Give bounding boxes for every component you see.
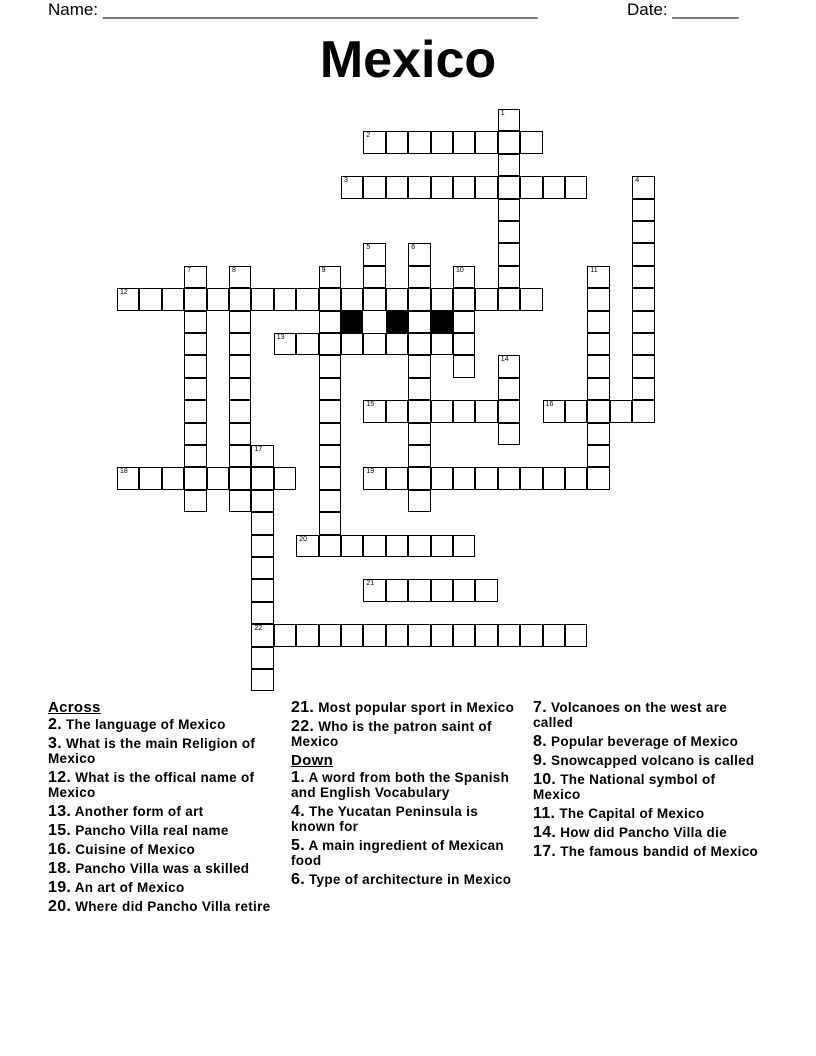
grid-cell[interactable] <box>543 400 565 422</box>
grid-cell[interactable] <box>587 378 609 400</box>
clue-item <box>533 806 761 821</box>
grid-cell[interactable] <box>632 243 654 265</box>
grid-cell[interactable] <box>498 467 520 489</box>
grid-cell[interactable] <box>117 288 139 310</box>
clue-item <box>291 872 519 887</box>
grid-cell[interactable] <box>453 355 475 377</box>
grid-cell[interactable] <box>520 288 542 310</box>
clue-number: 15 <box>366 401 375 409</box>
grid-cell[interactable] <box>431 131 453 153</box>
grid-cell[interactable] <box>431 333 453 355</box>
clue-item-number: 12. <box>48 769 72 786</box>
grid-cell[interactable] <box>453 535 475 557</box>
grid-cell[interactable] <box>632 355 654 377</box>
grid-cell[interactable] <box>184 288 206 310</box>
clue-item <box>48 717 276 732</box>
grid-cell[interactable] <box>363 243 385 265</box>
grid-cell[interactable] <box>363 467 385 489</box>
grid-cell[interactable] <box>475 176 497 198</box>
grid-cell[interactable] <box>498 400 520 422</box>
grid-cell[interactable] <box>632 176 654 198</box>
grid-cell[interactable] <box>251 288 273 310</box>
grid-cell[interactable] <box>229 423 251 445</box>
grid-cell[interactable] <box>184 490 206 512</box>
grid-cell[interactable] <box>319 535 341 557</box>
grid-cell[interactable] <box>520 131 542 153</box>
grid-cell[interactable] <box>408 176 430 198</box>
clue-item-text: What is the offical name of Mexico <box>48 770 255 800</box>
grid-cell[interactable] <box>475 288 497 310</box>
grid-cell[interactable] <box>408 490 430 512</box>
grid-cell[interactable] <box>632 400 654 422</box>
clue-item <box>533 844 761 859</box>
grid-cell[interactable] <box>498 131 520 153</box>
clue-item-number: 4. <box>291 803 305 820</box>
clue-item-number: 14. <box>533 824 557 841</box>
grid-cell[interactable] <box>229 266 251 288</box>
clue-item <box>291 838 519 868</box>
date-field-label: Date: _______ <box>627 0 739 19</box>
clue-item-number: 22. <box>291 718 315 735</box>
across-heading: Across <box>48 699 101 716</box>
clue-item <box>533 825 761 840</box>
clue-number: 10 <box>456 266 464 274</box>
grid-cell[interactable] <box>408 535 430 557</box>
clue-number: 9 <box>321 266 326 274</box>
grid-cell[interactable] <box>453 131 475 153</box>
clue-item-number: 11. <box>533 805 556 822</box>
grid-cell[interactable] <box>587 423 609 445</box>
clue-item-text: A word from both the Spanish and English Vocabulary <box>291 770 510 800</box>
clues-column-3 <box>533 700 761 863</box>
grid-cell[interactable] <box>408 333 430 355</box>
clue-item-number: 1. <box>291 769 305 786</box>
clue-item-text: Cuisine of Mexico <box>75 842 196 857</box>
clue-item-number: 8. <box>533 733 547 750</box>
grid-cell[interactable] <box>408 467 430 489</box>
clue-item-number: 10. <box>533 771 557 788</box>
grid-cell[interactable] <box>386 467 408 489</box>
grid-cell[interactable] <box>587 355 609 377</box>
clue-number: 4 <box>635 177 640 185</box>
clue-item <box>48 861 276 876</box>
grid-cell[interactable] <box>543 624 565 646</box>
grid-cell[interactable] <box>408 311 430 333</box>
grid-cell[interactable] <box>543 467 565 489</box>
grid-cell[interactable] <box>453 624 475 646</box>
grid-cell[interactable] <box>341 535 363 557</box>
grid-cell[interactable] <box>319 400 341 422</box>
grid-cell[interactable] <box>498 288 520 310</box>
grid-cell[interactable] <box>520 624 542 646</box>
grid-cell[interactable] <box>610 400 632 422</box>
grid-cell[interactable] <box>184 311 206 333</box>
grid-cell[interactable] <box>565 624 587 646</box>
grid-cell[interactable] <box>229 355 251 377</box>
clue-number: 7 <box>187 266 192 274</box>
grid-cell[interactable] <box>408 579 430 601</box>
clue-number: 16 <box>545 401 554 409</box>
clue-item-number: 21. <box>291 699 315 716</box>
clue-item <box>48 804 276 819</box>
grid-cell[interactable] <box>296 535 318 557</box>
clue-item <box>48 823 276 838</box>
grid-cell[interactable] <box>139 288 161 310</box>
grid-cell[interactable] <box>341 333 363 355</box>
grid-cell[interactable] <box>498 624 520 646</box>
grid-cell[interactable] <box>319 333 341 355</box>
grid-cell[interactable] <box>453 467 475 489</box>
clue-item <box>48 899 276 914</box>
clues-column-1 <box>48 700 276 918</box>
grid-cell[interactable] <box>587 266 609 288</box>
clue-item-text: The Capital of Mexico <box>559 806 705 821</box>
grid-cell[interactable] <box>319 355 341 377</box>
grid-cell[interactable] <box>408 243 430 265</box>
clue-item <box>48 842 276 857</box>
grid-cell[interactable] <box>498 176 520 198</box>
grid-cell[interactable] <box>251 512 273 534</box>
clue-item-number: 6. <box>291 871 305 888</box>
down-heading: Down <box>291 752 334 769</box>
grid-cell[interactable] <box>319 288 341 310</box>
grid-cell[interactable] <box>386 288 408 310</box>
clue-number: 5 <box>366 244 371 252</box>
clue-item <box>48 736 276 766</box>
grid-cell[interactable] <box>341 176 363 198</box>
grid-cell[interactable] <box>162 467 184 489</box>
grid-cell[interactable] <box>363 176 385 198</box>
grid-cell[interactable] <box>274 624 296 646</box>
clue-item-text: An art of Mexico <box>74 880 185 895</box>
clue-item-number: 15. <box>48 822 72 839</box>
grid-cell[interactable] <box>520 467 542 489</box>
grid-cell[interactable] <box>475 400 497 422</box>
clue-item-text: The language of Mexico <box>66 717 226 732</box>
clue-item-number: 19. <box>48 879 72 896</box>
grid-cell[interactable] <box>139 467 161 489</box>
clue-item-text: Popular beverage of Mexico <box>551 734 739 749</box>
clue-item-text: Type of architecture in Mexico <box>309 872 512 887</box>
clue-number: 8 <box>232 266 236 274</box>
grid-cell[interactable] <box>251 535 273 557</box>
clue-number: 22 <box>254 625 263 633</box>
grid-cell[interactable] <box>453 333 475 355</box>
grid-cell[interactable] <box>184 445 206 467</box>
grid-cell[interactable] <box>319 311 341 333</box>
grid-cell[interactable] <box>184 423 206 445</box>
grid-cell[interactable] <box>498 423 520 445</box>
clue-number: 3 <box>344 177 348 185</box>
clue-item <box>48 880 276 895</box>
grid-cell[interactable] <box>251 602 273 624</box>
grid-cell[interactable] <box>162 288 184 310</box>
clue-item-text: How did Pancho Villa die <box>560 825 727 840</box>
grid-cell[interactable] <box>274 467 296 489</box>
grid-cell[interactable] <box>229 378 251 400</box>
grid-cell[interactable] <box>587 467 609 489</box>
clue-item-number: 18. <box>48 860 72 877</box>
grid-cell[interactable] <box>363 624 385 646</box>
grid-cell[interactable] <box>296 288 318 310</box>
clue-item-number: 3. <box>48 735 62 752</box>
grid-cell[interactable] <box>229 467 251 489</box>
blocked-cell <box>431 311 453 333</box>
clue-item-number: 13. <box>48 803 72 820</box>
clue-item-text: The famous bandid of Mexico <box>560 844 759 859</box>
grid-cell[interactable] <box>319 378 341 400</box>
grid-cell[interactable] <box>632 288 654 310</box>
clue-item-number: 20. <box>48 898 72 915</box>
grid-cell[interactable] <box>296 624 318 646</box>
grid-cell[interactable] <box>386 579 408 601</box>
clues-column-2 <box>291 700 519 891</box>
grid-cell[interactable] <box>408 266 430 288</box>
grid-cell[interactable] <box>587 311 609 333</box>
grid-cell[interactable] <box>408 288 430 310</box>
grid-cell[interactable] <box>363 400 385 422</box>
clue-item-text: What is the main Religion of Mexico <box>48 736 256 766</box>
grid-cell[interactable] <box>475 131 497 153</box>
clue-number: 13 <box>276 334 285 341</box>
grid-cell[interactable] <box>229 311 251 333</box>
clue-number: 14 <box>500 356 509 364</box>
grid-cell[interactable] <box>184 333 206 355</box>
grid-cell[interactable] <box>632 199 654 221</box>
grid-cell[interactable] <box>408 400 430 422</box>
grid-cell[interactable] <box>408 355 430 377</box>
grid-cell[interactable] <box>386 131 408 153</box>
grid-cell[interactable] <box>475 467 497 489</box>
grid-cell[interactable] <box>319 467 341 489</box>
grid-cell[interactable] <box>632 333 654 355</box>
grid-cell[interactable] <box>498 199 520 221</box>
clue-item <box>533 772 761 802</box>
grid-cell[interactable] <box>408 423 430 445</box>
grid-cell[interactable] <box>408 131 430 153</box>
clue-item-number: 17. <box>533 843 557 860</box>
clue-item <box>533 700 761 730</box>
clue-item-number: 7. <box>533 699 547 716</box>
grid-cell[interactable] <box>251 579 273 601</box>
clue-number: 17 <box>254 446 263 453</box>
grid-cell[interactable] <box>207 467 229 489</box>
grid-cell[interactable] <box>587 288 609 310</box>
grid-cell[interactable] <box>453 266 475 288</box>
grid-cell[interactable] <box>251 557 273 579</box>
grid-cell[interactable] <box>319 624 341 646</box>
grid-cell[interactable] <box>386 400 408 422</box>
grid-cell[interactable] <box>408 445 430 467</box>
clue-item-number: 5. <box>291 837 305 854</box>
grid-cell[interactable] <box>408 624 430 646</box>
grid-cell[interactable] <box>453 288 475 310</box>
clue-item-text: Who is the patron saint of Mexico <box>291 719 492 749</box>
grid-cell[interactable] <box>319 423 341 445</box>
clue-item <box>533 734 761 749</box>
clue-item <box>291 700 519 715</box>
clue-item-text: The National symbol of Mexico <box>533 772 716 802</box>
grid-cell[interactable] <box>453 579 475 601</box>
grid-cell[interactable] <box>184 266 206 288</box>
clue-number: 19 <box>366 468 375 476</box>
grid-cell[interactable] <box>229 445 251 467</box>
grid-cell[interactable] <box>565 467 587 489</box>
grid-cell[interactable] <box>632 266 654 288</box>
clue-item <box>291 770 519 800</box>
grid-cell[interactable] <box>341 288 363 310</box>
grid-cell[interactable] <box>632 221 654 243</box>
grid-cell[interactable] <box>431 288 453 310</box>
grid-cell[interactable] <box>251 467 273 489</box>
grid-cell[interactable] <box>229 333 251 355</box>
clue-item-text: Another form of art <box>74 804 204 819</box>
clue-item-text: Snowcapped volcano is called <box>551 753 755 768</box>
name-field-label: Name: ______________________________________________ <box>48 0 538 19</box>
grid-cell[interactable] <box>386 333 408 355</box>
grid-cell[interactable] <box>498 109 520 131</box>
grid-cell[interactable] <box>431 535 453 557</box>
grid-cell[interactable] <box>498 243 520 265</box>
clue-number: 20 <box>299 535 307 543</box>
grid-cell[interactable] <box>251 669 273 691</box>
grid-cell[interactable] <box>386 535 408 557</box>
grid-cell[interactable] <box>296 333 318 355</box>
grid-cell[interactable] <box>251 445 273 467</box>
clue-item-text: Volcanoes on the west are called <box>533 700 728 730</box>
grid-cell[interactable] <box>319 490 341 512</box>
grid-cell[interactable] <box>386 176 408 198</box>
grid-cell[interactable] <box>475 624 497 646</box>
clue-number: 21 <box>366 580 375 588</box>
clue-item-text: Pancho Villa was a skilled <box>75 861 250 876</box>
grid-cell[interactable] <box>498 355 520 377</box>
clue-number: 11 <box>590 266 598 274</box>
grid-cell[interactable] <box>632 378 654 400</box>
grid-cell[interactable] <box>453 400 475 422</box>
grid-cell[interactable] <box>251 490 273 512</box>
grid-cell[interactable] <box>363 288 385 310</box>
grid-cell[interactable] <box>229 288 251 310</box>
page-title: Mexico <box>319 31 497 89</box>
grid-cell[interactable] <box>565 400 587 422</box>
grid-cell[interactable] <box>431 400 453 422</box>
grid-cell[interactable] <box>498 266 520 288</box>
clue-item <box>291 804 519 834</box>
grid-cell[interactable] <box>431 579 453 601</box>
grid-cell[interactable] <box>341 624 363 646</box>
grid-cell[interactable] <box>565 176 587 198</box>
clue-item-text: The Yucatan Peninsula is known for <box>291 804 479 834</box>
grid-cell[interactable] <box>431 467 453 489</box>
grid-cell[interactable] <box>251 647 273 669</box>
grid-cell[interactable] <box>319 445 341 467</box>
grid-cell[interactable] <box>543 176 565 198</box>
grid-cell[interactable] <box>632 311 654 333</box>
grid-cell[interactable] <box>184 355 206 377</box>
grid-cell[interactable] <box>207 288 229 310</box>
clue-item-text: A main ingredient of Mexican food <box>291 838 504 868</box>
clue-item-text: Pancho Villa real name <box>75 823 229 838</box>
grid-cell[interactable] <box>229 400 251 422</box>
clue-item-number: 2. <box>48 716 62 733</box>
grid-cell[interactable] <box>363 131 385 153</box>
clue-item-text: Where did Pancho Villa retire <box>75 899 271 914</box>
grid-cell[interactable] <box>453 311 475 333</box>
clue-number: 2 <box>366 132 371 140</box>
grid-cell[interactable] <box>386 624 408 646</box>
grid-cell[interactable] <box>453 176 475 198</box>
grid-cell[interactable] <box>408 378 430 400</box>
grid-cell[interactable] <box>520 176 542 198</box>
grid-cell[interactable] <box>184 467 206 489</box>
grid-cell[interactable] <box>363 333 385 355</box>
grid-cell[interactable] <box>498 378 520 400</box>
clue-item <box>291 719 519 749</box>
blocked-cell <box>386 311 408 333</box>
grid-cell[interactable] <box>498 221 520 243</box>
grid-cell[interactable] <box>229 490 251 512</box>
clue-item-text: Most popular sport in Mexico <box>318 700 515 715</box>
clue-number: 1 <box>500 110 505 117</box>
grid-cell[interactable] <box>251 624 273 646</box>
clue-item <box>533 753 761 768</box>
grid-cell[interactable] <box>117 467 139 489</box>
grid-cell[interactable] <box>363 266 385 288</box>
grid-cell[interactable] <box>431 624 453 646</box>
grid-cell[interactable] <box>498 154 520 176</box>
clue-item-number: 16. <box>48 841 72 858</box>
grid-cell[interactable] <box>363 535 385 557</box>
grid-cell[interactable] <box>587 333 609 355</box>
grid-cell[interactable] <box>431 176 453 198</box>
clue-number: 6 <box>411 244 416 252</box>
grid-cell[interactable] <box>319 512 341 534</box>
clue-item <box>48 770 276 800</box>
clue-number: 18 <box>120 468 128 476</box>
grid-cell[interactable] <box>184 378 206 400</box>
grid-cell[interactable] <box>184 400 206 422</box>
clue-number: 12 <box>120 289 128 297</box>
grid-cell[interactable] <box>475 579 497 601</box>
grid-cell[interactable] <box>274 288 296 310</box>
grid-cell[interactable] <box>587 400 609 422</box>
clue-item-number: 9. <box>533 752 547 769</box>
blocked-cell <box>341 311 363 333</box>
grid-cell[interactable] <box>274 333 296 355</box>
grid-cell[interactable] <box>363 579 385 601</box>
grid-cell[interactable] <box>587 445 609 467</box>
grid-cell[interactable] <box>319 266 341 288</box>
